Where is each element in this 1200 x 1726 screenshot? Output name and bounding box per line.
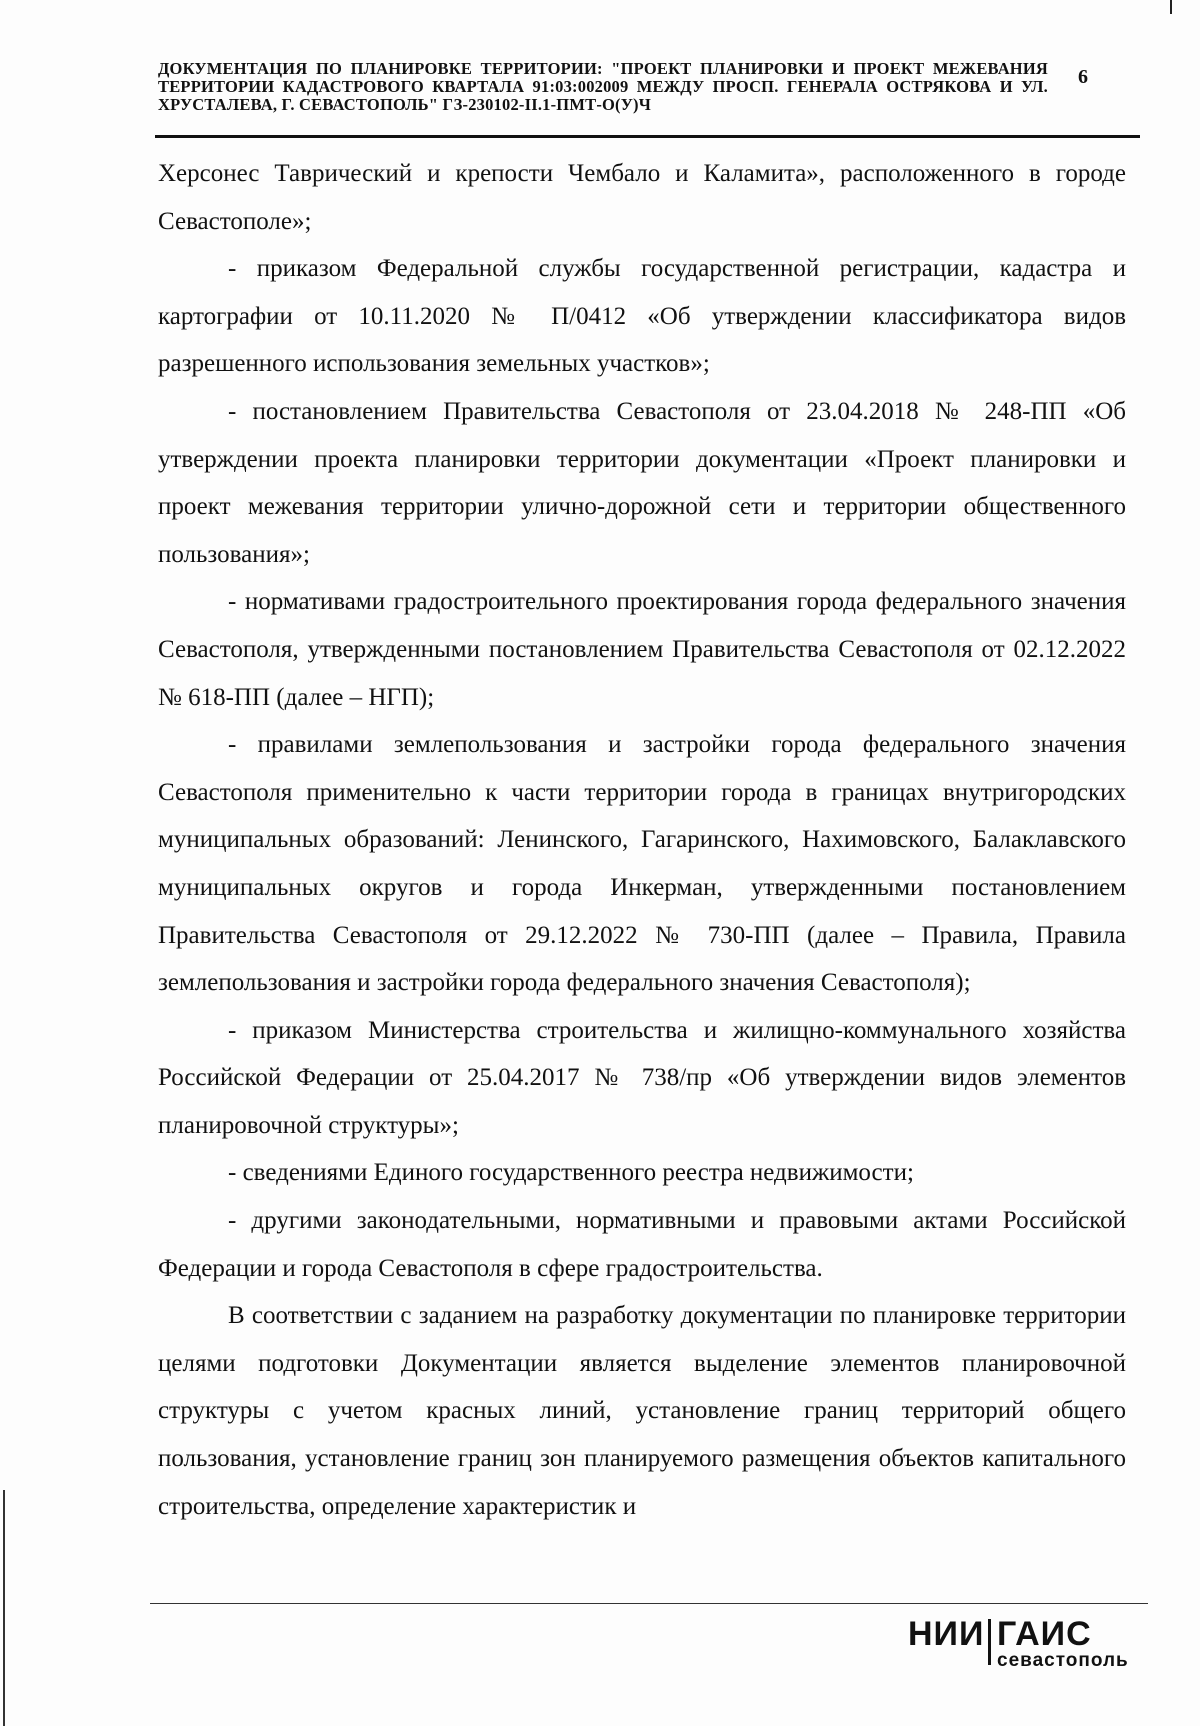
paragraph-list-item: - правилами землепользования и застройки города федерального значения Севастополя применительно к части территории города в границах внутригородских муниципальных образований: Ленинского, Гагаринского, Нахимовского, Балаклавского муниципальных округов и города Инкерман, утвержденными постановлением Правительства Севастополя от 29.12.2022 № 730-ПП (далее – Правила, Правила землепользования и застройки города федерального значения Севастополя); <box>158 731 1126 997</box>
scan-corner-mark <box>1170 0 1172 14</box>
paragraph: В соответствии с заданием на разработку документации по планировке территории целями подготовки Документации является выделение элементов планировочной структуры с учетом красных линий, установление границ территорий общего пользования, установление границ зон планируемого размещения объектов капитального строительства, определение характеристик и <box>158 1302 1126 1520</box>
paragraph-continuation: Херсонес Таврический и крепости Чембало и Каламита», расположенного в городе Севастополе»; <box>158 160 1126 235</box>
logo-separator <box>988 1619 991 1665</box>
footer-divider <box>150 1603 1148 1604</box>
paragraph-list-item: - постановлением Правительства Севастополя от 23.04.2018 № 248-ПП «Об утверждении проекта планировки территории документации «Проект планировки и проект межевания территории улично-дорожной сети и территории общественного пользования»; <box>158 397 1126 568</box>
paragraph-list-item: - нормативами градостроительного проектирования города федерального значения Севастополя, утвержденными постановлением Правительства Севастополя от 02.12.2022 № 618-ПП (далее – НГП); <box>158 588 1126 711</box>
logo-subtitle: севастополь <box>997 1650 1129 1671</box>
paragraph-list-item: - другими законодательными, нормативными и правовыми актами Российской Федерации и города Севастополя в сфере градостроительства. <box>158 1207 1126 1282</box>
company-logo <box>908 1615 1148 1679</box>
logo-text-left: НИИ <box>908 1615 985 1653</box>
scan-edge-line <box>3 1490 5 1726</box>
page-number: 6 <box>1078 66 1088 88</box>
logo-text-right: ГАИС <box>997 1615 1092 1653</box>
document-title: ДОКУМЕНТАЦИЯ ПО ПЛАНИРОВКЕ ТЕРРИТОРИИ: "ПРОЕКТ ПЛАНИРОВКИ И ПРОЕКТ МЕЖЕВАНИЯ ТЕРРИТОРИИ КАДАСТРОВОГО КВАРТАЛА 91:03:002009 МЕЖДУ ПРОСП. ГЕНЕРАЛА ОСТРЯКОВА И УЛ. ХРУСТАЛЕВА, Г. СЕВАСТОПОЛЬ" ГЗ-230102-II.1-ПМТ-О(У)Ч <box>158 59 1048 114</box>
paragraph-list-item: - приказом Федеральной службы государственной регистрации, кадастра и картографии от 10.11.2020 № П/0412 «Об утверждении классификатора видов разрешенного использования земельных участков»; <box>158 255 1126 378</box>
header-divider <box>155 135 1140 138</box>
document-body <box>158 150 1126 1530</box>
paragraph-list-item: - сведениями Единого государственного реестра недвижимости; <box>228 1159 914 1187</box>
page-header <box>158 60 1088 114</box>
paragraph-list-item: - приказом Министерства строительства и жилищно-коммунального хозяйства Российской Федерации от 25.04.2017 № 738/пр «Об утверждении видов элементов планировочной структуры»; <box>158 1016 1126 1139</box>
